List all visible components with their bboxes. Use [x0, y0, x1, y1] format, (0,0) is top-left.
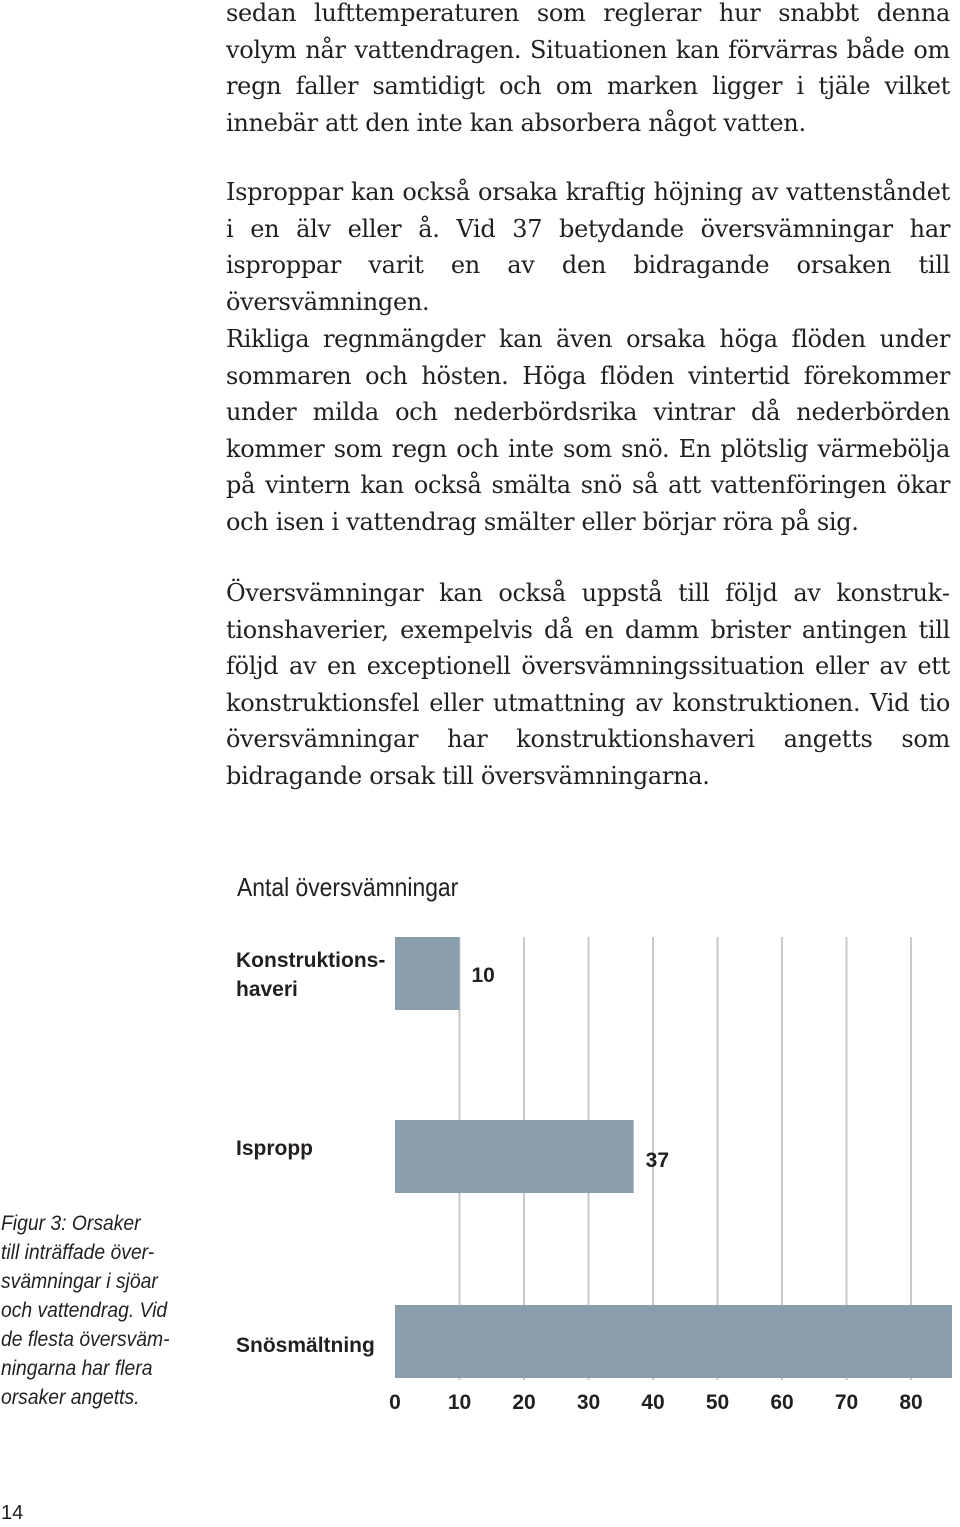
body-paragraph-4: Översvämningar kan också uppstå till följd av konstruktionshaverier, exempelvis då en damm brister antingen till följd av en exceptionell översvämningssituation eller av ett konstruktionsfel eller utmattning av konstruktionen. Vid tio översvämningar har konstruktionshaveri angetts som bidragande orsak till översvämningarna.: [226, 579, 950, 790]
figure-caption: Figur 3: Orsaker till inträffade över- svämningar i sjöar och vattendrag. Vid de flesta översväm- ningarna har flera orsaker angetts.: [1, 1212, 170, 1409]
body-paragraph-1: sedan lufttemperaturen som reglerar hur snabbt denna volym når vattendragen. Situationen kan förvärras både om regn faller samtidigt och om marken ligger i tjäle vilket innebär att den inte kan absorbera något vatten.: [226, 0, 950, 137]
bar-2: [395, 1305, 952, 1378]
value-label-0: 10: [471, 964, 495, 987]
x-tick-label-80: 80: [899, 1391, 923, 1414]
bar-0: [395, 937, 460, 1010]
body-paragraph-2: Isproppar kan också orsaka kraftig höjning av vattenståndet i en älv eller å. Vid 37 betydande översvämningar har isproppar varit en av den bidragande orsaken till översvämningen.: [226, 178, 950, 316]
x-tick-label-0: 0: [389, 1391, 401, 1414]
category-label-2: Snösmältning: [236, 1334, 375, 1357]
chart-title: Antal översvämningar: [237, 872, 459, 902]
page-number: 14: [1, 1502, 24, 1524]
x-tick-label-70: 70: [834, 1391, 859, 1414]
x-tick-label-10: 10: [447, 1391, 472, 1414]
value-label-1: 37: [645, 1149, 670, 1172]
body-paragraph-3: Rikliga regnmängder kan även orsaka höga flöden under sommaren och hösten. Höga flöden vintertid förekommer under milda och nederbördsrika vintrar då nederbörden kommer som regn och inte som snö. En plötslig värmebölja på vintern kan också smälta snö så att vattenföringen ökar och isen i vattendrag smälter eller börjar röra på sig.: [226, 325, 950, 536]
x-tick-label-60: 60: [770, 1391, 794, 1414]
category-label-1: Ispropp: [236, 1137, 313, 1160]
x-tick-label-40: 40: [641, 1391, 665, 1414]
x-tick-label-20: 20: [512, 1391, 536, 1414]
x-tick-label-30: 30: [576, 1391, 601, 1414]
bar-1: [395, 1120, 634, 1193]
category-label-0: Konstruktions-haveri: [236, 949, 386, 1001]
x-tick-label-50: 50: [705, 1391, 730, 1414]
